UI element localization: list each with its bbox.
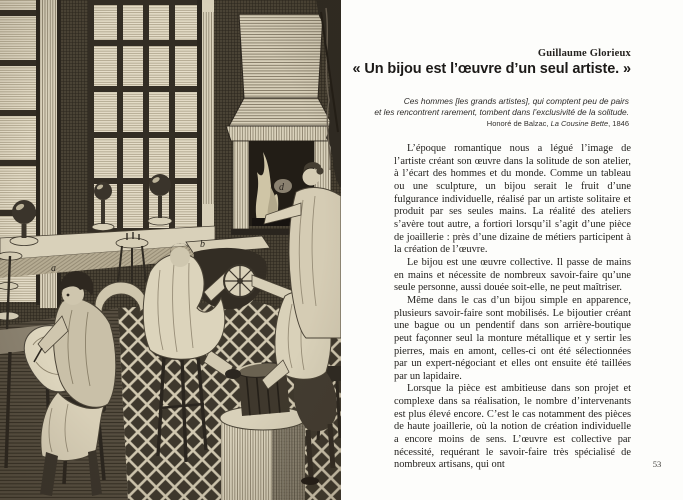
- epigraph-attribution: [487, 119, 629, 128]
- paragraph: Même dans le cas d’un bijou simple en apparence, plusieurs savoir-faire sont mobilisés. Le bijoutier créant une bague ou un pendentif dans son arrière-boutique peut façonner seul la monture métallique et y sertir les pierres, mais en amont, celles-ci ont été sélectionnées par un expert-négociant et elles ont ensuite été taillées par un lapidaire.: [394, 294, 631, 382]
- attribution-work-title: La Cousine Bette: [550, 119, 609, 128]
- right-page: [341, 0, 683, 500]
- page-number: 53: [652, 459, 662, 469]
- paragraph: L’époque romantique nous a légué l’image de l’artiste créant son œuvre dans la solitude de son atelier, à l’écart des hommes et du monde. Comme un tableau ou une sculpture, un bijou serait le fruit d’une fulgurance individuelle, réalisé par un artiste solitaire et produit par ses seules mains. La réalité des ateliers s’avère tout autre, a fortiori lorsqu’il s’agit d’une pièce de joaillerie : près d’une dizaine de métiers participent à la création de l’œuvre.: [394, 143, 631, 256]
- paragraph: Lorsque la pièce est ambitieuse dans son projet et complexe dans sa réalisation, le nombre d’intervenants est plus élevé encore. C’est le cas notamment des pièces de haute joaillerie, où la notion de création individuelle a encore moins de sens. L’œuvre est collective par nécessité, requérant le savoir-faire très spécialisé de nombreux artisans, qui ont: [394, 383, 631, 471]
- paragraph: Le bijou est une œuvre collective. Il passe de mains en mains et nécessite de nombreux savoir-faire qu’une seule personne, aussi douée soit-elle, ne peut maîtriser.: [394, 256, 631, 294]
- attribution-year: , 1846: [608, 119, 629, 128]
- left-page-engraving: [0, 0, 341, 500]
- epigraph-line: Ces hommes [les grands artistes], qui comptent peu de pairs: [403, 96, 629, 106]
- epigraph-line: et les rencontrent rarement, tombent dans l’exclusivité de la solitude.: [374, 107, 629, 118]
- chapter-title: « Un bijou est l’œuvre d’un seul artiste. »: [352, 61, 631, 77]
- attribution-author: Honoré de Balzac,: [486, 119, 551, 128]
- workshop-engraving: [0, 0, 341, 500]
- chapter-author: Guillaume Glorieux: [537, 48, 631, 59]
- epigraph: [374, 96, 629, 119]
- engraving-vignette: [0, 0, 341, 500]
- body-text: [394, 143, 631, 472]
